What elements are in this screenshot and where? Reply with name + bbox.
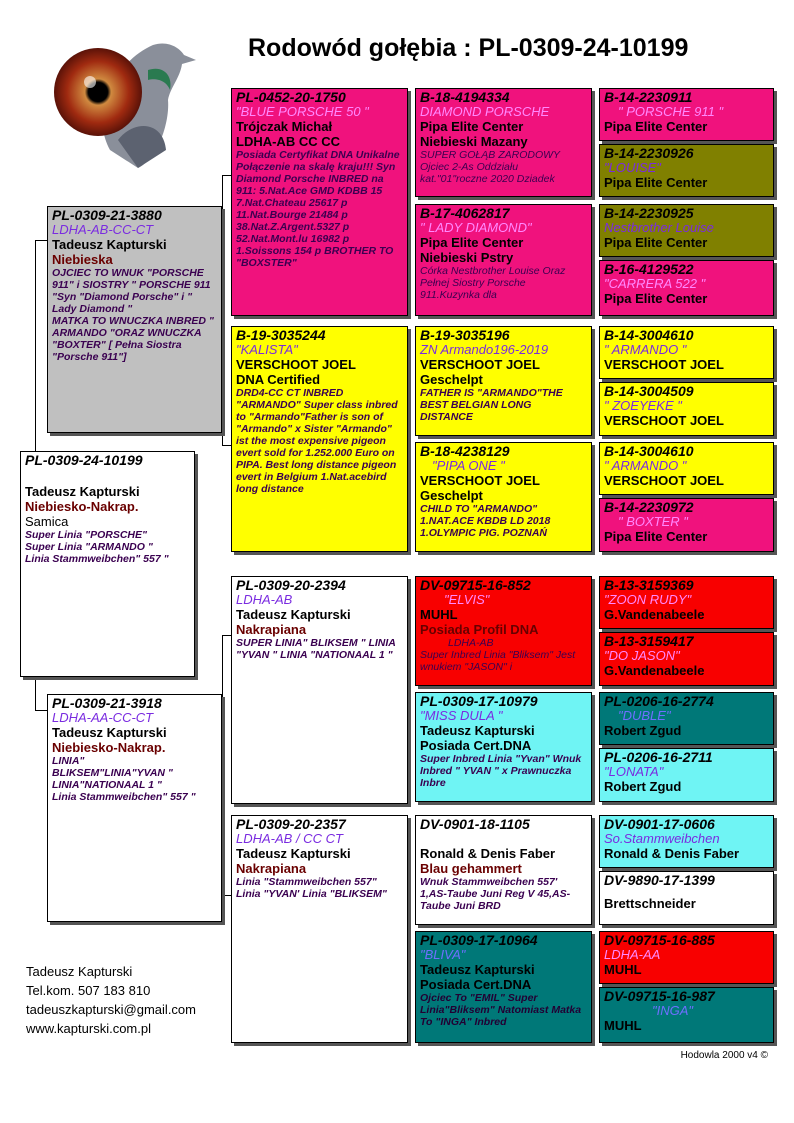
owner: Pipa Elite Center [420,235,524,250]
ring-number: B-14-2230911 [604,89,693,105]
mmm-card [415,931,592,1043]
pigeon-notes: Super Inbred Linia "Yvan" Wnuk Inbred " YVAN " x Prawnuczka Inbre [420,753,582,789]
pigeon-color: LDHA-AB CC CC [236,134,340,149]
software-signature: Hodowla 2000 v4 © [680,1050,768,1061]
pigeon-name: "ZOON RUDY" [604,592,692,607]
ring-number: B-14-3004610 [604,327,694,343]
mff-card [415,576,592,686]
pigeon-color: Niebiesko-Nakrap. [25,499,139,514]
pigeon-color: Posiada Cert.DNA [420,977,532,992]
pigeon-notes: DRD4-CC CT INBRED "ARMANDO" Super class inbred to "Armando"Father is son of "Armando" x Sister "Armando" ist the most expensive pigeon evert sold for 1.252.000 Euro on PIPA. Best long distance pigeon evert in Belgium 1.Nat.acebird long distance [236,387,398,495]
owner: Trójczak Michał [236,119,333,134]
ring-number: B-16-4129522 [604,261,694,277]
owner: Robert Zgud [604,723,682,738]
ring-number: PL-0206-16-2711 [604,749,713,765]
owner: Tadeusz Kapturski [236,607,351,622]
pigeon-name: " BOXTER " [618,514,688,529]
ring-number: PL-0206-16-2774 [604,693,714,709]
g4-card-4 [599,260,774,316]
pigeon-notes: Super Linia "PORSCHE" Super Linia "ARMANDO " Linia Stammweibchen" 557 " [25,529,169,565]
pigeon-name: "MISS DULA " [420,708,503,723]
g4-card-2 [599,144,774,197]
owner: Pipa Elite Center [604,119,708,134]
pigeon-notes: Ojciec To "EMIL" Super Linia"Bliksem" Natomiast Matka To "INGA" Inbred [420,992,582,1028]
father-card [47,206,222,433]
owner: MUHL [420,607,458,622]
pigeon-color: Niebieska [52,252,113,267]
pigeon-name: "DUBLE" [618,708,671,723]
ring-number: DV-09715-16-885 [604,932,715,948]
ring-number: B-19-3035196 [420,327,510,343]
pigeon-name: "LONATA" [604,764,664,779]
ring-number: B-14-2230972 [604,499,694,515]
pigeon-color: Geschelpt [420,372,483,387]
ring-number: PL-0309-21-3880 [52,207,162,223]
pigeon-name: "BLIVA" [420,947,466,962]
pigeon-color: Nakrapiana [236,861,307,876]
g4-card-10 [599,632,774,686]
owner: G.Vandenabeele [604,607,705,622]
owner: Pipa Elite Center [604,529,708,544]
pigeon-color: Niebiesko-Nakrap. [52,740,166,755]
g4-card-9 [599,576,774,629]
mother-father-card [231,576,408,804]
owner: VERSCHOOT JOEL [604,357,724,372]
pigeon-name: Nestbrother Louise [604,220,714,235]
pigeon-name: DIAMOND PORSCHE [420,104,550,119]
owner: Tadeusz Kapturski [420,723,535,738]
mother-card [47,694,222,922]
breeder-contact [26,962,196,1038]
pigeon-name: So.Stammweibchen [604,831,720,846]
owner: Ronald & Denis Faber [604,846,740,861]
g4-card-12 [599,748,774,802]
mfm-card [415,692,592,802]
g4-card-14 [599,871,774,925]
pigeon-name: "KALISTA" [236,342,298,357]
g4-card-6 [599,382,774,436]
ring-number: B-14-2230926 [604,145,694,161]
owner: Pipa Elite Center [420,119,524,134]
pigeon-notes: Posiada Certyfikat DNA Unikalne Połączenie na skalę kraju!!! Syn Diamond Porsche INBRED na 911: 5.Nat.Ace GMD KDBB 15 7.Nat.Chateau 25617 p 11.Nat.Bourge 21484 p 38.Nat.Z.Argent.5327 p 52.Nat.Mont.lu 16982 p 1.Soissons 154 p BROTHER TO "BOXSTER" [236,149,400,269]
ring-number: PL-0452-20-1750 [236,89,346,105]
pigeon-color: Niebieski Pstry [420,250,514,265]
pigeon-name: LDHA-AA-CC-CT [52,710,154,725]
g4-card-3 [599,204,774,257]
ring-number: B-13-3159417 [604,633,694,649]
main-pigeon-card [20,451,195,677]
owner: Pipa Elite Center [604,291,708,306]
g4-card-15 [599,931,774,984]
pigeon-name: LDHA-AB [236,592,293,607]
ring-number: B-19-3035244 [236,327,326,343]
owner: VERSCHOOT JOEL [604,473,724,488]
ring-number: B-14-2230925 [604,205,694,221]
owner: MUHL [604,962,642,977]
ring-number: PL-0309-17-10979 [420,693,538,709]
pigeon-name: LDHA-AA [604,947,661,962]
ring-number: PL-0309-17-10964 [420,932,538,948]
owner: VERSCHOOT JOEL [236,357,356,372]
ring-number: B-14-3004610 [604,443,694,459]
ring-number: PL-0309-20-2394 [236,577,346,593]
owner: Tadeusz Kapturski [236,846,351,861]
pigeon-name: " PORSCHE 911 " [618,104,724,119]
page-title: Rodowód gołębia : PL-0309-24-10199 [248,34,689,62]
ffm-card [415,204,592,316]
pigeon-color: Nakrapiana [236,622,307,637]
g4-card-1 [599,88,774,141]
fmm-card [415,442,592,552]
g4-card-11 [599,692,774,745]
pigeon-notes: Córka Nestbrother Louise Oraz Pełnej Siostry Porsche 911.Kuzynka dla [420,265,566,301]
ring-number: PL-0309-21-3918 [52,695,162,711]
ring-number: B-18-4238129 [420,443,510,459]
pigeon-notes: OJCIEC TO WNUK "PORSCHE 911" i SIOSTRY " PORSCHE 911 "Syn "Diamond Porsche" i " Lady Diamond " MATKA TO WNUCZKA INBRED " ARMANDO "ORAZ WNUCZKA "BOXTER" [ Pełna Siostra "Porsche 911"] [52,267,214,363]
ring-number: B-14-3004509 [604,383,694,399]
pigeon-color: Posiada Cert.DNA [420,738,532,753]
mmf-card [415,815,592,925]
pigeon-notes: Super Inbred Linia "Bliksem" Jest wnukiem "JASON" i [420,649,576,673]
fff-card [415,88,592,197]
owner: VERSCHOOT JOEL [604,413,724,428]
g4-card-16 [599,987,774,1043]
ring-number: PL-0309-20-2357 [236,816,346,832]
g4-card-13 [599,815,774,868]
pigeon-name: "LOUISE" [604,160,661,175]
owner: VERSCHOOT JOEL [420,357,540,372]
pigeon-notes: Linia "Stammweibchen 557" Linia "YVAN' Linia "BLIKSEM" [236,876,387,900]
ring-number: DV-09715-16-987 [604,988,715,1004]
owner: Brettschneider [604,896,696,911]
pigeon-name: "BLUE PORSCHE 50 " [236,104,369,119]
g4-card-7 [599,442,774,495]
pigeon-notes: FATHER IS "ARMANDO"THE BEST BELGIAN LONG DISTANCE [420,387,563,423]
owner: Tadeusz Kapturski [52,725,167,740]
owner: Tadeusz Kapturski [52,237,167,252]
pigeon-name: " ARMANDO " [604,342,687,357]
ring-number: B-17-4062817 [420,205,510,221]
owner: VERSCHOOT JOEL [420,473,540,488]
owner: Tadeusz Kapturski [420,962,535,977]
pigeon-notes: SUPER LINIA" BLIKSEM " LINIA "YVAN " LINIA "NATIONAAL 1 " [236,637,396,661]
pigeon-name: "CARRERA 522 " [604,276,706,291]
father-mother-card [231,326,408,552]
g4-card-8 [599,498,774,552]
pigeon-notes: LINIA" BLIKSEM"LINIA"YVAN " LINIA"NATIONAAL 1 " Linia Stammweibchen" 557 " [52,755,196,803]
pigeon-name: " LADY DIAMOND" [420,220,532,235]
ring-number: DV-0901-17-0606 [604,816,715,832]
owner: Robert Zgud [604,779,682,794]
pigeon-name: "ELVIS" [444,592,490,607]
g4-card-5 [599,326,774,379]
pigeon-subline: LDHA-AB [448,637,494,649]
pigeon-color: Geschelpt [420,488,483,503]
pigeon-notes: SUPER GOŁĄB ZARODOWY Ojciec 2-As Oddziału kat."01"roczne 2020 Dziadek [420,149,560,185]
owner: Pipa Elite Center [604,175,708,190]
pigeon-eye-logo [48,30,198,170]
fmf-card [415,326,592,436]
pigeon-name: "PIPA ONE " [432,458,505,473]
pigeon-name: LDHA-AB / CC CT [236,831,343,846]
pigeon-name: " ARMANDO " [604,458,687,473]
owner: G.Vandenabeele [604,663,705,678]
owner: MUHL [604,1018,642,1033]
pigeon-color: Blau gehammert [420,861,522,876]
pigeon-name: ZN Armando196-2019 [420,342,549,357]
owner: Pipa Elite Center [604,235,708,250]
breeder-website[interactable]: www.kapturski.com.pl [26,1021,151,1036]
pigeon-color: Niebieski Mazany [420,134,528,149]
ring-number: B-18-4194334 [420,89,510,105]
owner: Tadeusz Kapturski [25,484,140,499]
pigeon-name: "INGA" [652,1003,694,1018]
father-father-card [231,88,408,316]
owner: Ronald & Denis Faber [420,846,556,861]
ring-number: DV-0901-18-1105 [420,816,530,832]
ring-number: DV-09715-16-852 [420,577,531,593]
ring-number: DV-9890-17-1399 [604,872,715,888]
breeder-phone: Tel.kom. 507 183 810 [26,983,151,998]
pigeon-notes: CHILD TO "ARMANDO" 1.NAT.ACE KBDB LD 2018 1.OLYMPIC PIG. POZNAŃ [420,503,551,539]
breeder-email[interactable]: tadeuszkapturski@gmail.com [26,1002,196,1017]
pigeon-sex: Samica [25,514,69,529]
ring-number: B-13-3159369 [604,577,694,593]
breeder-name: Tadeusz Kapturski [26,964,133,979]
ring-number: PL-0309-24-10199 [25,452,143,468]
pigeon-name: LDHA-AB-CC-CT [52,222,154,237]
pigeon-color: Posiada Profil DNA [420,622,539,637]
pigeon-name: "DO JASON" [604,648,680,663]
mother-mother-card [231,815,408,1043]
pigeon-notes: Wnuk Stammweibchen 557' 1,AS-Taube Juni Reg V 45,AS-Taube Juni BRD [420,876,571,912]
pigeon-name: " ZOEYEKE " [604,398,682,413]
pigeon-color: DNA Certified [236,372,321,387]
